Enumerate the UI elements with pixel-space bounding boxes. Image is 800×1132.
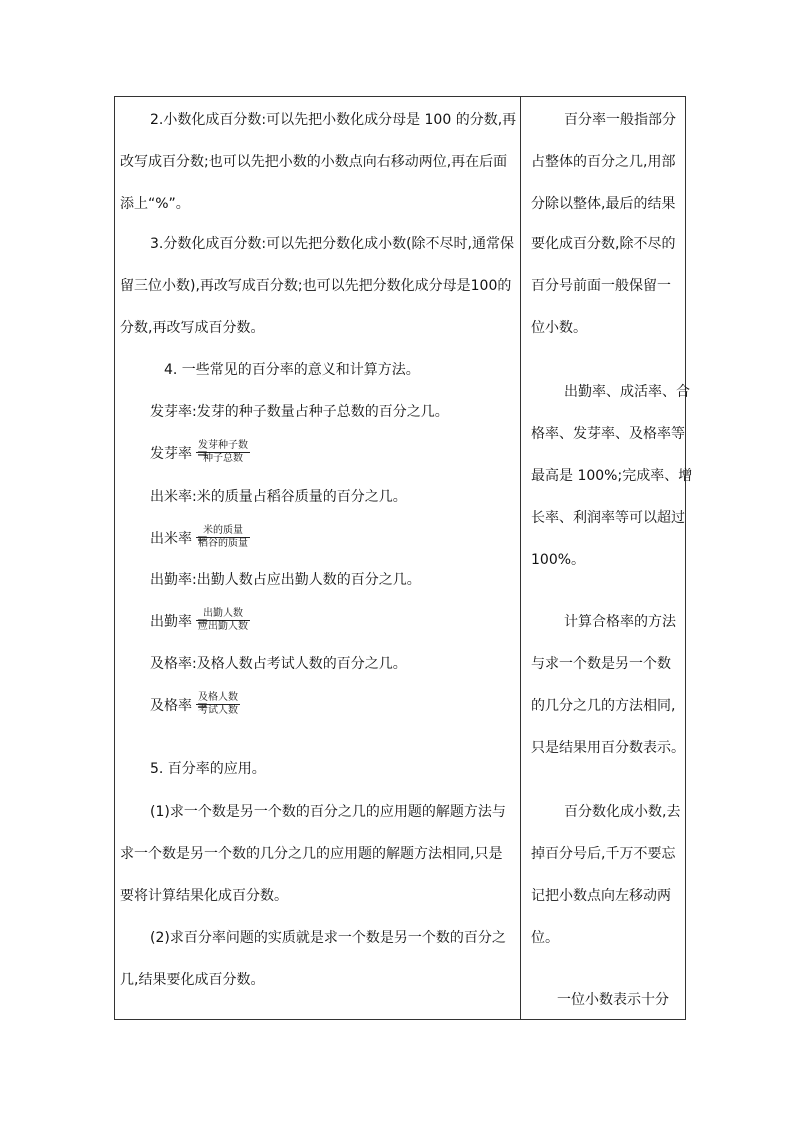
chuqinlv-definition: 出勤率:出勤人数占应出勤人数的百分之几。	[150, 572, 421, 588]
note-2-line-4: 长率、利润率等可以超过	[531, 510, 685, 526]
chuqinlv-denominator: 应出勤人数	[198, 621, 248, 632]
jigelv-fraction	[196, 692, 240, 717]
chuqinlv-label: 出勤率 =	[150, 614, 209, 630]
fayalv-fraction	[196, 440, 250, 465]
chuqinlv-numerator: 出勤人数	[196, 608, 250, 621]
chumilv-numerator: 米的质量	[196, 525, 250, 538]
para-2-line-2: 改写成百分数;也可以先把小数的小数点向右移动两位,再在后面	[120, 154, 508, 170]
jigelv-denominator: 考试人数	[198, 705, 238, 716]
note-4-line-4: 位。	[531, 930, 559, 946]
para-5-1-line-1: (1)求一个数是另一个数的百分之几的应用题的解题方法与	[150, 804, 506, 820]
para-3-line-2: 留三位小数),再改写成百分数;也可以先把分数化成分母是100的	[120, 278, 512, 294]
chumilv-definition: 出米率:米的质量占稻谷质量的百分之几。	[150, 489, 407, 505]
heading-4: 4. 一些常见的百分率的意义和计算方法。	[164, 362, 420, 378]
note-1-line-2: 占整体的百分之几,用部	[531, 154, 676, 170]
note-1-line-4: 要化成百分数,除不尽的	[531, 236, 676, 252]
note-2-line-5: 100%。	[531, 552, 586, 568]
note-1-line-3: 分除以整体,最后的结果	[531, 196, 676, 212]
para-5-1-line-3: 要将计算结果化成百分数。	[120, 888, 288, 904]
para-2-line-3: 添上“%”。	[120, 196, 190, 212]
jigelv-definition: 及格率:及格人数占考试人数的百分之几。	[150, 656, 407, 672]
note-3-line-4: 只是结果用百分数表示。	[531, 740, 685, 756]
note-5-line-1: 一位小数表示十分	[557, 992, 669, 1008]
para-3-line-1: 3.分数化成百分数:可以先把分数化成小数(除不尽时,通常保	[150, 236, 514, 252]
note-3-line-1: 计算合格率的方法	[564, 614, 676, 630]
jigelv-numerator: 及格人数	[198, 692, 238, 703]
note-1-line-6: 位小数。	[531, 320, 587, 336]
para-5-2-line-2: 几,结果要化成百分数。	[120, 972, 265, 988]
fayalv-definition: 发芽率:发芽的种子数量占种子总数的百分之几。	[150, 404, 449, 420]
heading-5: 5. 百分率的应用。	[150, 761, 266, 777]
para-5-1-line-2: 求一个数是另一个数的几分之几的应用题的解题方法相同,只是	[120, 846, 503, 862]
fayalv-denominator: 种子总数	[203, 453, 243, 464]
column-divider	[520, 97, 521, 1019]
note-4-line-2: 掉百分号后,千万不要忘	[531, 846, 676, 862]
para-2-line-1: 2.小数化成百分数:可以先把小数化成分母是 100 的分数,再	[150, 112, 517, 128]
note-3-line-2: 与求一个数是另一个数	[531, 656, 671, 672]
fayalv-label: 发芽率 =	[150, 446, 209, 462]
para-3-line-3: 分数,再改写成百分数。	[120, 320, 265, 336]
note-4-line-1: 百分数化成小数,去	[564, 804, 681, 820]
chuqinlv-fraction	[196, 608, 250, 633]
para-5-2-line-1: (2)求百分率问题的实质就是求一个数是另一个数的百分之	[150, 930, 506, 946]
note-3-line-3: 的几分之几的方法相同,	[531, 698, 676, 714]
note-4-line-3: 记把小数点向左移动两	[531, 888, 671, 904]
chumilv-fraction	[196, 525, 250, 550]
jigelv-label: 及格率 =	[150, 698, 209, 714]
note-2-line-1: 出勤率、成活率、合	[564, 384, 690, 400]
note-1-line-1: 百分率一般指部分	[564, 112, 676, 128]
note-2-line-3: 最高是 100%;完成率、增	[531, 468, 693, 484]
note-2-line-2: 格率、发芽率、及格率等	[531, 426, 685, 442]
fayalv-numerator: 发芽种子数	[198, 440, 248, 451]
chumilv-denominator: 稻谷的质量	[198, 538, 248, 549]
note-1-line-5: 百分号前面一般保留一	[531, 278, 671, 294]
notes-table	[114, 96, 686, 1020]
chumilv-label: 出米率 =	[150, 531, 209, 547]
